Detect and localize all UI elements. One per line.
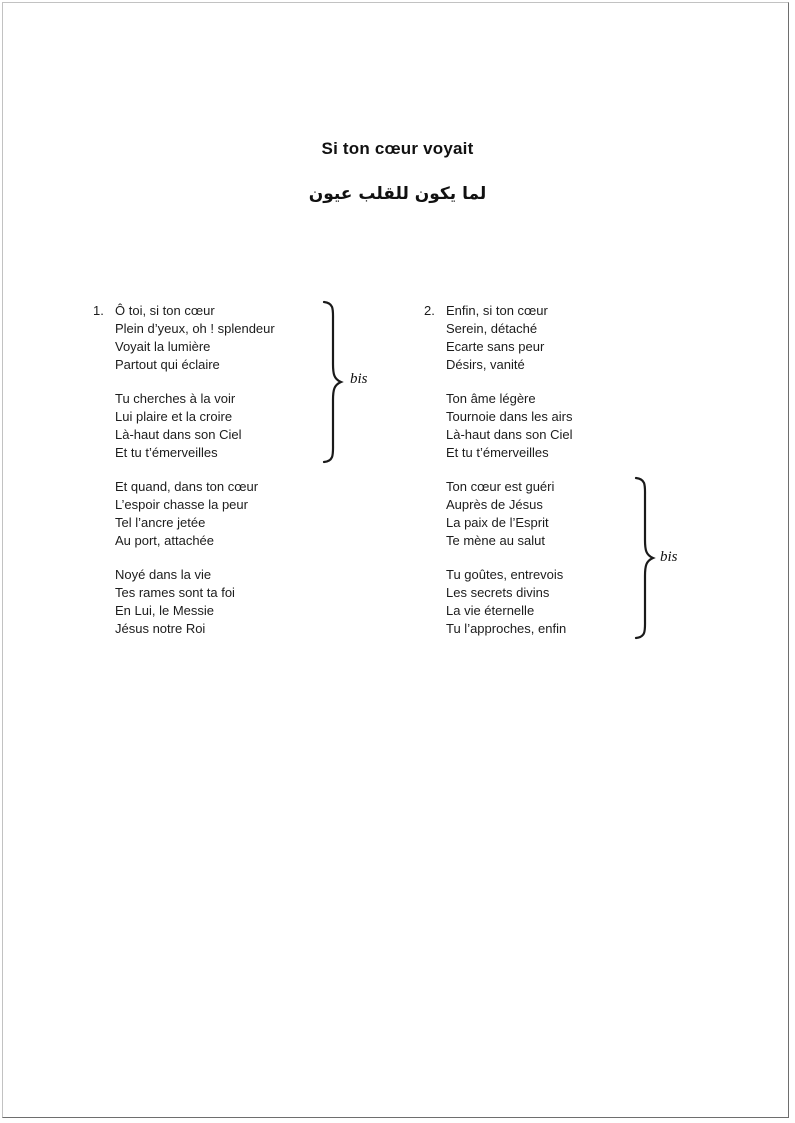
lyric-line: Tu l’approches, enfin [446, 621, 567, 636]
lyric-line: Là-haut dans son Ciel [446, 427, 573, 442]
lyric-line: Te mène au salut [446, 533, 546, 548]
verse-1-column [88, 302, 338, 654]
lyric-line: Ô toi, si ton cœur [115, 303, 215, 318]
lyric-line: La vie éternelle [446, 603, 535, 618]
verse-1-stanza-2 [88, 390, 338, 462]
lyric-line: Tu goûtes, entrevois [446, 567, 564, 582]
lyric-line: Au port, attachée [115, 533, 215, 548]
lyric-line: Tu cherches à la voir [115, 391, 236, 406]
lyric-line: Auprès de Jésus [446, 497, 543, 512]
repeat-brace-verse-2 [632, 476, 656, 640]
lyric-line: Partout qui éclaire [115, 357, 220, 372]
lyric-line: Noyé dans la vie [115, 567, 212, 582]
lyric-line: Désirs, vanité [446, 357, 525, 372]
lyric-line: Et tu t’émerveilles [446, 445, 549, 460]
verse-2-stanza-1 [419, 302, 669, 374]
lyric-line: Plein d’yeux, oh ! splendeur [115, 321, 275, 336]
lyric-line: Voyait la lumière [115, 339, 211, 354]
lyric-line: En Lui, le Messie [115, 603, 214, 618]
lyric-line: Et quand, dans ton cœur [115, 479, 259, 494]
verse-1-stanza-4 [88, 566, 338, 638]
verse-2-number: 2. [424, 303, 435, 318]
lyric-line: Ecarte sans peur [446, 339, 545, 354]
song-subtitle-arabic: لما يكون للقلب عيون [308, 184, 487, 204]
lyric-line: Tel l’ancre jetée [115, 515, 206, 530]
lyric-line: Là-haut dans son Ciel [115, 427, 242, 442]
verse-1-number: 1. [93, 303, 104, 318]
verse-1-stanza-3 [88, 478, 338, 550]
lyric-line: Jésus notre Roi [115, 621, 206, 636]
lyric-line: Tournoie dans les airs [446, 409, 573, 424]
lyric-line: Lui plaire et la croire [115, 409, 233, 424]
lyric-line: Enfin, si ton cœur [446, 303, 548, 318]
lyric-line: Serein, détaché [446, 321, 538, 336]
song-title: Si ton cœur voyait [321, 139, 474, 158]
repeat-label-verse-2: bis [660, 549, 678, 565]
lyric-line: Ton cœur est guéri [446, 479, 555, 494]
repeat-brace-verse-1 [320, 300, 344, 464]
verse-1-stanza-1 [88, 302, 338, 374]
lyric-line: La paix de l’Esprit [446, 515, 549, 530]
lyric-line: Ton âme légère [446, 391, 536, 406]
verse-2-stanza-2 [419, 390, 669, 462]
lyric-line: Les secrets divins [446, 585, 550, 600]
repeat-label-verse-1: bis [350, 371, 368, 387]
lyric-line: Et tu t’émerveilles [115, 445, 218, 460]
lyric-line: L’espoir chasse la peur [115, 497, 248, 512]
lyric-line: Tes rames sont ta foi [115, 585, 235, 600]
